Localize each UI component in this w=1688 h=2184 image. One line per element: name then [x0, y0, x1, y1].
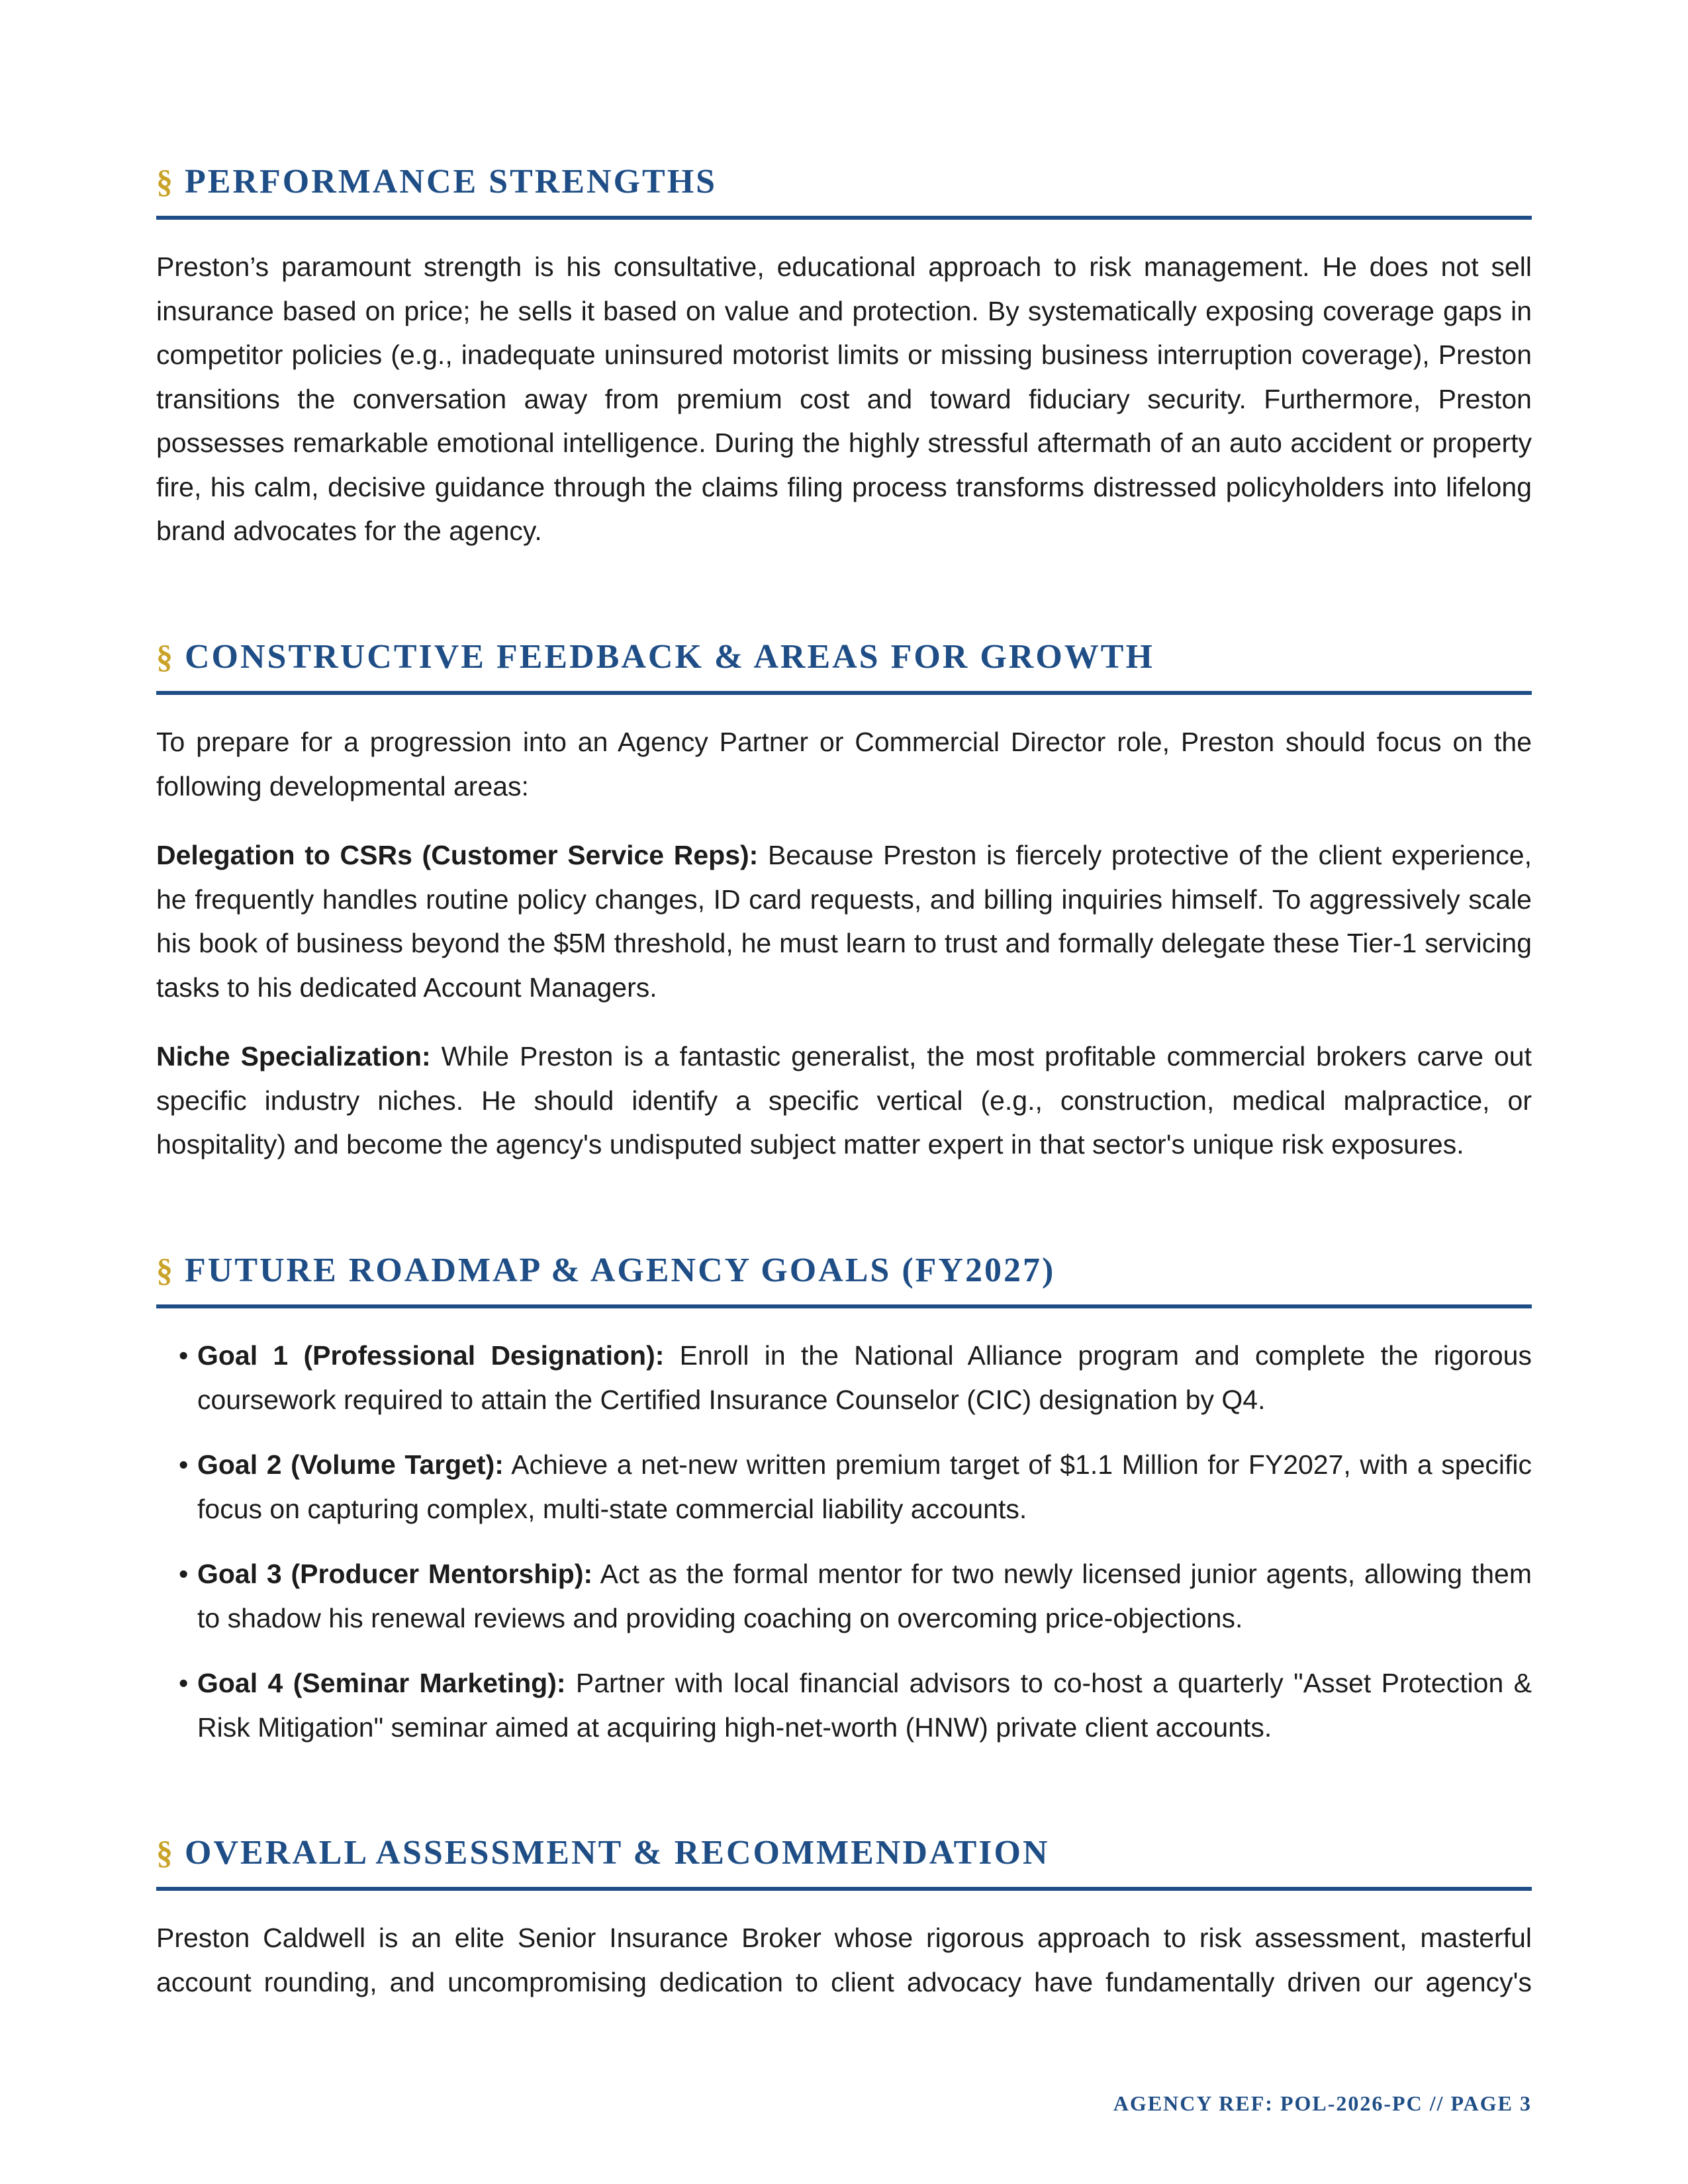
goal-lead: Goal 1 (Professional Designation):: [197, 1340, 665, 1371]
section-heading: [156, 162, 1532, 220]
goal-item: [156, 1334, 1532, 1422]
goal-item: [156, 1443, 1532, 1531]
section-future-roadmap: [156, 1251, 1532, 1749]
goal-lead: Goal 3 (Producer Mentorship):: [197, 1559, 593, 1589]
feedback-item-niche: [156, 1034, 1532, 1167]
section-heading: [156, 1833, 1532, 1891]
section-mark-icon: §: [156, 638, 173, 675]
goal-item: [156, 1661, 1532, 1749]
section-title: CONSTRUCTIVE FEEDBACK & AREAS FOR GROWTH: [185, 638, 1154, 676]
goals-list: [156, 1334, 1532, 1749]
feedback-item-lead: Niche Specialization:: [156, 1041, 431, 1071]
section-mark-icon: §: [156, 1834, 173, 1871]
section-title: PERFORMANCE STRENGTHS: [185, 163, 718, 201]
goal-text: Partner with local financial advisors to co-host a quarterly "Asset Protection & Risk Mitigation" seminar aimed at acquiring high-net-worth (HNW) private client accounts.: [197, 1668, 1532, 1743]
section-overall-assessment: [156, 1833, 1532, 2004]
feedback-item-text: While Preston is a fantastic generalist, the most profitable commercial brokers carve out specific industry niches. He should identify a specific vertical (e.g., construction, medical malpractice, or hospitality) and become the agency's undisputed subject matter expert in that sector's unique risk exposures.: [156, 1041, 1532, 1160]
section-constructive-feedback: [156, 637, 1532, 1167]
goal-text: Act as the formal mentor for two newly licensed junior agents, allowing them to shadow his renewal reviews and providing coaching on overcoming price-objections.: [197, 1559, 1532, 1633]
feedback-item-lead: Delegation to CSRs (Customer Service Reps):: [156, 840, 759, 870]
bullet-icon: •: [179, 1668, 189, 1698]
section-mark-icon: §: [156, 1251, 173, 1289]
section-title: FUTURE ROADMAP & AGENCY GOALS (FY2027): [185, 1251, 1056, 1289]
section-heading: [156, 1251, 1532, 1308]
section-title: OVERALL ASSESSMENT & RECOMMENDATION: [185, 1834, 1050, 1872]
goal-text: Achieve a net-new written premium target of $1.1 Million for FY2027, with a specific focus on capturing complex, multi-state commercial liability accounts.: [197, 1449, 1532, 1524]
goal-item: [156, 1552, 1532, 1640]
feedback-item-text: Because Preston is fiercely protective of the client experience, he frequently handles routine policy changes, ID card requests, and billing inquiries himself. To aggressively scale his book of business beyond the $5M threshold, he must learn to trust and formally delegate these Tier-1 servicing tasks to his dedicated Account Managers.: [156, 840, 1532, 1003]
goal-lead: Goal 2 (Volume Target):: [197, 1449, 504, 1480]
strengths-paragraph: Preston’s paramount strength is his consultative, educational approach to risk management. He does not sell insurance based on price; he sells it based on value and protection. By systematically exposing coverage gaps in competitor policies (e.g., inadequate uninsured motorist limits or missing business interruption coverage), Preston transitions the conversation away from premium cost and toward fiduciary security. Furthermore, Preston possesses remarkable emotional intelligence. During the highly stressful aftermath of an auto accident or property fire, his calm, decisive guidance through the claims filing process transforms distressed policyholders into lifelong brand advocates for the agency.: [156, 251, 1532, 546]
section-heading: [156, 637, 1532, 695]
goal-text: Enroll in the National Alliance program and complete the rigorous coursework required to attain the Certified Insurance Counselor (CIC) designation by Q4.: [197, 1340, 1532, 1415]
bullet-icon: •: [179, 1559, 189, 1589]
section-performance-strengths: [156, 162, 1532, 553]
page-footer-reference: AGENCY REF: POL-2026-PC // PAGE 3: [1113, 2091, 1532, 2115]
feedback-item-delegation: [156, 833, 1532, 1009]
assessment-paragraph: Preston Caldwell is an elite Senior Insurance Broker whose rigorous approach to risk assessment, masterful account rounding, and uncompromising dedication to client advocacy have fundamentally driven our agency's: [156, 1923, 1532, 1997]
feedback-intro: To prepare for a progression into an Agency Partner or Commercial Director role, Preston should focus on the following developmental areas:: [156, 727, 1532, 801]
section-mark-icon: §: [156, 163, 173, 200]
bullet-icon: •: [179, 1449, 189, 1480]
bullet-icon: •: [179, 1340, 189, 1371]
goal-lead: Goal 4 (Seminar Marketing):: [197, 1668, 566, 1698]
